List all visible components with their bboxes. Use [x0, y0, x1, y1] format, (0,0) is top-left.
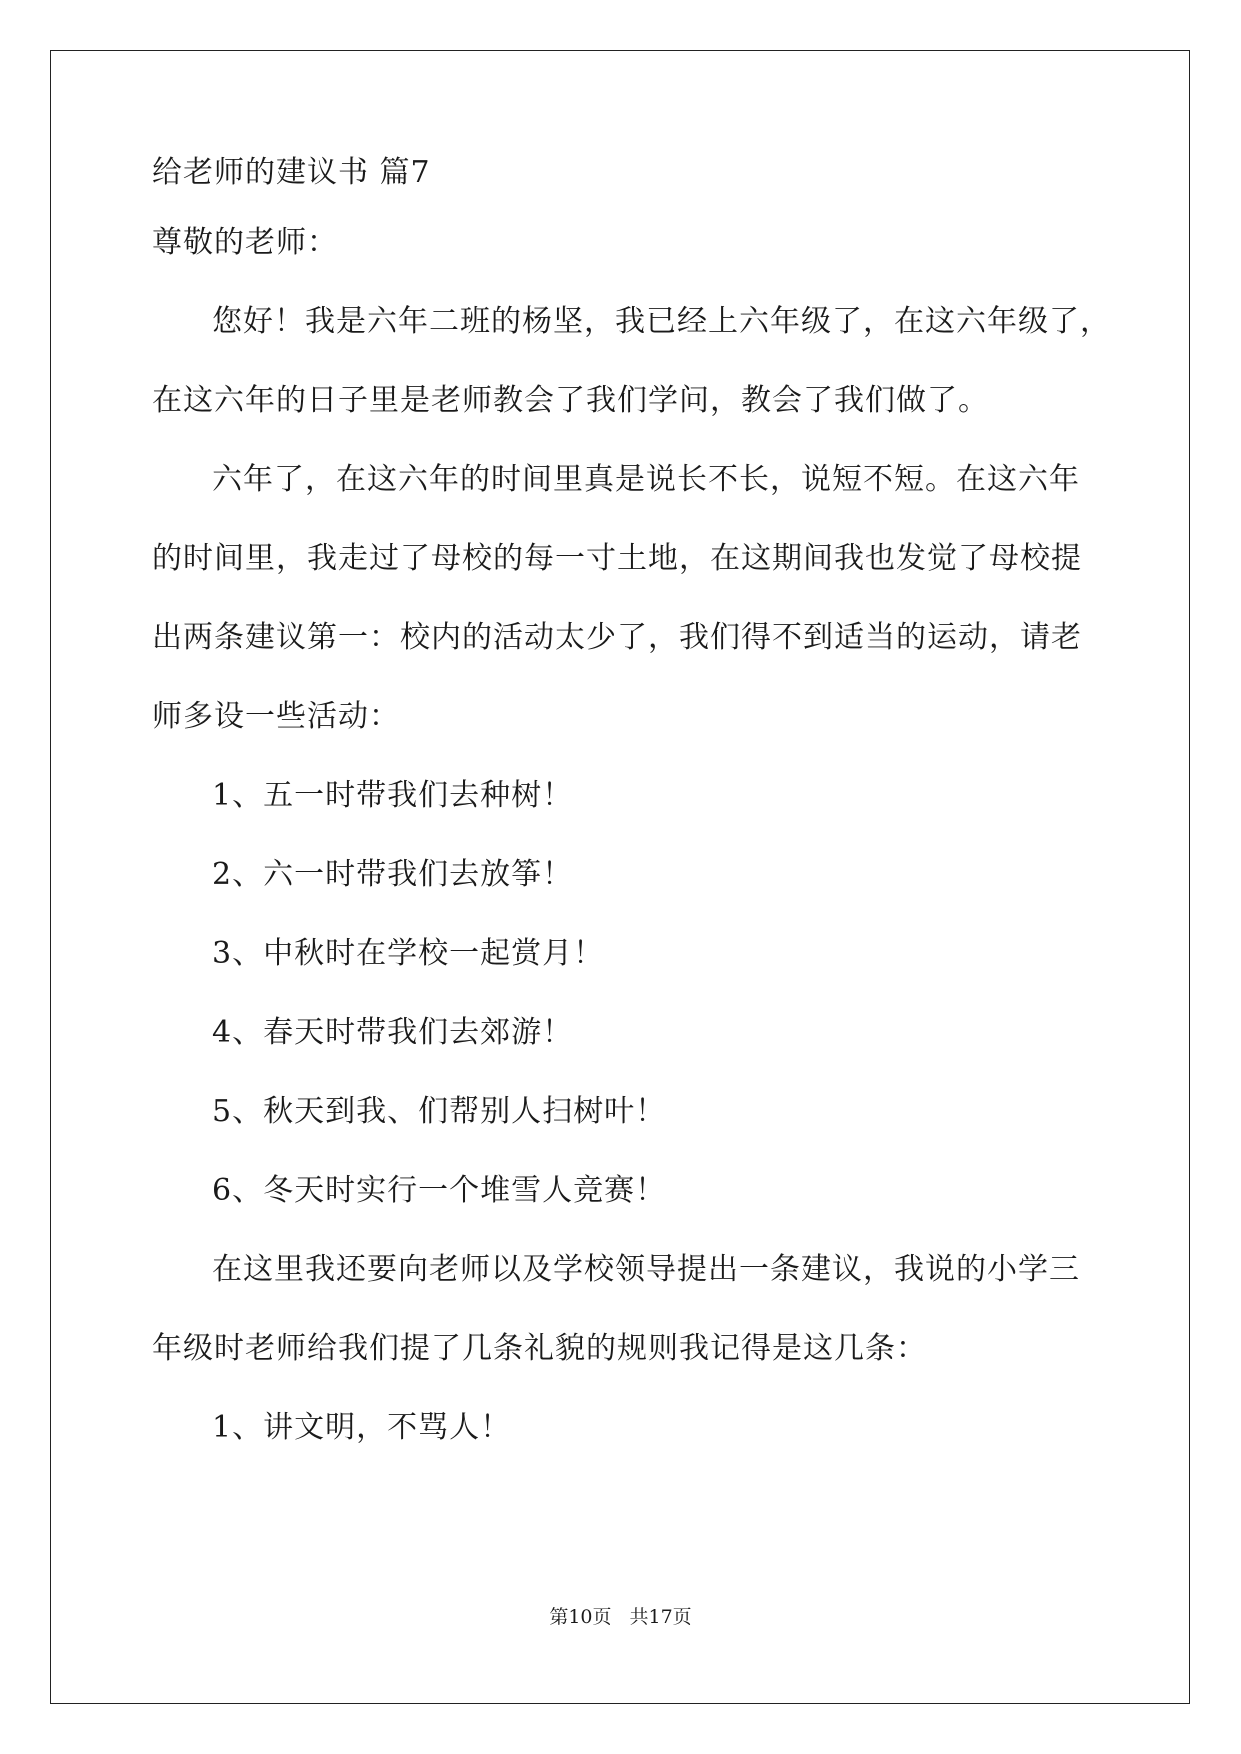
page-number: 第10页 — [549, 1606, 612, 1628]
paragraph-line: 六年了，在这六年的时间里真是说长不长，说短不短。在这六年 — [212, 462, 1080, 497]
paragraph-line: 在这里我还要向老师以及学校领导提出一条建议，我说的小学三 — [212, 1252, 1080, 1287]
paragraph-line: 年级时老师给我们提了几条礼貌的规则我记得是这几条： — [152, 1331, 927, 1366]
paragraph-line: 出两条建议第一：校内的活动太少了，我们得不到适当的运动，请老 — [152, 620, 1082, 655]
list-item: 1、讲文明，不骂人！ — [212, 1410, 512, 1445]
page-footer — [0, 1605, 1241, 1629]
paragraph-line: 您好！我是六年二班的杨坚，我已经上六年级了，在这六年级了， — [212, 304, 1111, 339]
document-title: 给老师的建议书 篇7 — [152, 155, 431, 190]
page-total: 共17页 — [629, 1606, 692, 1628]
list-item: 1、五一时带我们去种树！ — [212, 778, 574, 813]
paragraph-line: 的时间里，我走过了母校的每一寸土地，在这期间我也发觉了母校提 — [152, 541, 1082, 576]
list-item: 6、冬天时实行一个堆雪人竞赛！ — [212, 1173, 667, 1208]
list-item: 5、秋天到我、们帮别人扫树叶！ — [212, 1094, 667, 1129]
list-item: 2、六一时带我们去放筝！ — [212, 857, 574, 892]
paragraph-line: 师多设一些活动： — [152, 699, 400, 734]
paragraph-line: 在这六年的日子里是老师教会了我们学问，教会了我们做了。 — [152, 383, 989, 418]
list-item: 3、中秋时在学校一起赏月！ — [212, 936, 605, 971]
salutation: 尊敬的老师： — [152, 225, 338, 260]
list-item: 4、春天时带我们去郊游！ — [212, 1015, 574, 1050]
